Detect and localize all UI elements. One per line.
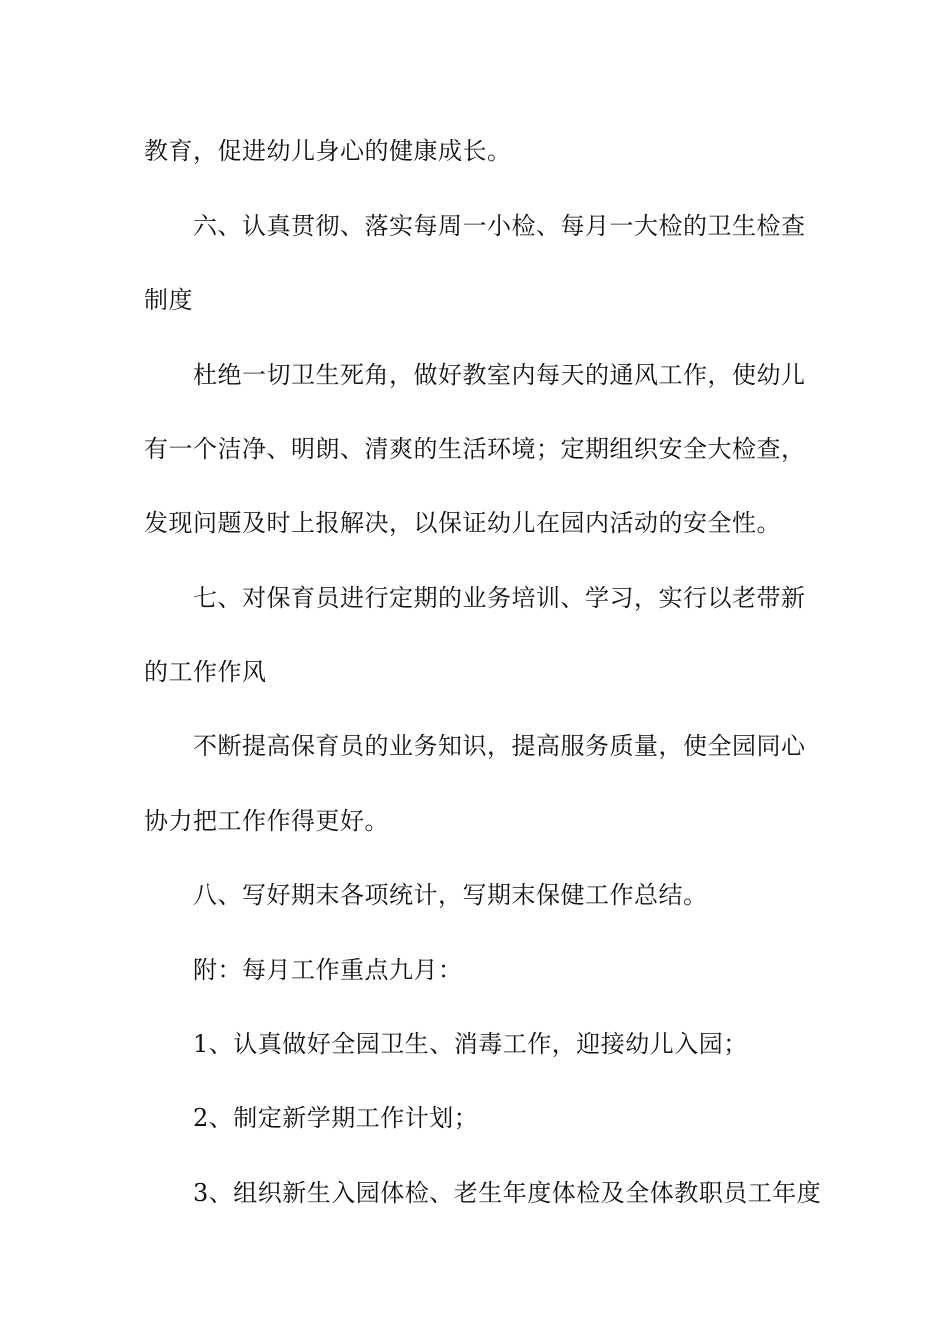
paragraph-line: 有一个洁净、明朗、清爽的生活环境；定期组织安全大检查， xyxy=(144,435,806,463)
paragraph-line: 不断提高保育员的业务知识，提高服务质量，使全园同心 xyxy=(193,732,806,760)
section-heading-line: 七、对保育员进行定期的业务培训、学习，实行以老带新 xyxy=(193,584,806,612)
section-heading-line: 的工作作风 xyxy=(144,658,267,686)
appendix-heading-line: 附：每月工作重点九月： xyxy=(193,956,463,984)
list-item: 3、组织新生入园体检、老生年度体检及全体教职员工年度 xyxy=(193,1179,822,1207)
section-heading-line: 六、认真贯彻、落实每周一小检、每月一大检的卫生检查 xyxy=(193,212,806,240)
paragraph-line: 教育，促进幼儿身心的健康成长。 xyxy=(144,137,512,165)
section-heading-line: 八、写好期末各项统计，写期末保健工作总结。 xyxy=(193,881,708,909)
list-item: 2、制定新学期工作计划； xyxy=(193,1104,479,1132)
paragraph-line: 协力把工作作得更好。 xyxy=(144,807,389,835)
section-heading-line: 制度 xyxy=(144,286,193,314)
paragraph-line: 杜绝一切卫生死角，做好教室内每天的通风工作，使幼儿 xyxy=(193,361,806,389)
list-item: 1、认真做好全园卫生、消毒工作，迎接幼儿入园； xyxy=(193,1030,748,1058)
paragraph-line: 发现问题及时上报解决，以保证幼儿在园内活动的安全性。 xyxy=(144,509,781,537)
